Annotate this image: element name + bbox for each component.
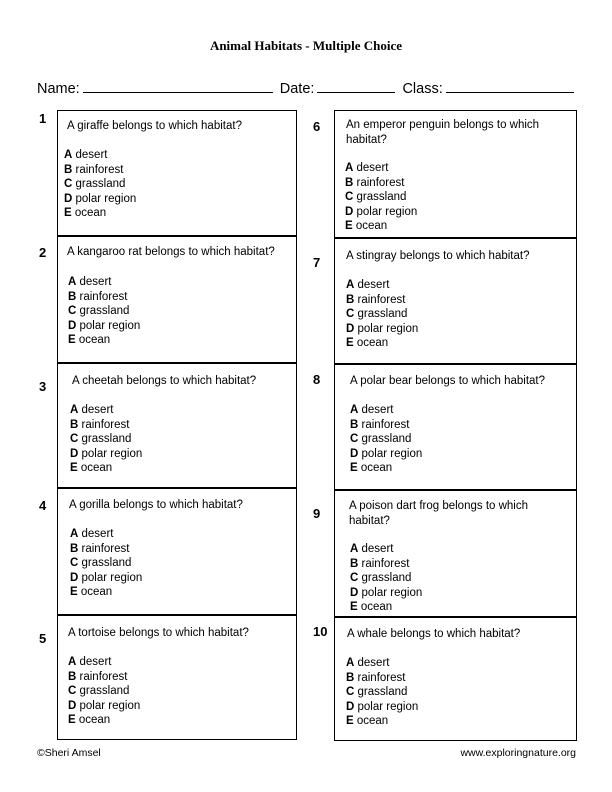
option-letter: A xyxy=(350,404,359,416)
option-letter: E xyxy=(70,462,78,474)
question-text: A giraffe belongs to which habitat? xyxy=(67,120,242,132)
option-label: polar region xyxy=(81,571,143,584)
question-number: 1 xyxy=(39,111,47,126)
option-letter: A xyxy=(70,528,79,540)
answer-option[interactable] xyxy=(345,190,417,205)
option-label: polar region xyxy=(357,700,419,713)
option-label: ocean xyxy=(78,334,111,346)
answer-option[interactable] xyxy=(350,571,422,586)
question-text: A cheetah belongs to which habitat? xyxy=(72,375,257,387)
answer-options xyxy=(350,542,422,615)
class-blank[interactable] xyxy=(446,79,574,93)
question-text: A kangaroo rat belongs to which habitat? xyxy=(67,246,275,258)
option-letter: D xyxy=(64,192,73,205)
option-letter: E xyxy=(68,334,76,346)
question-number: 9 xyxy=(313,506,321,521)
answer-option[interactable] xyxy=(70,527,142,542)
answer-option[interactable] xyxy=(68,684,140,699)
answer-option[interactable] xyxy=(345,176,417,191)
option-label: ocean xyxy=(360,462,393,474)
answer-option[interactable] xyxy=(70,556,142,571)
option-letter: E xyxy=(70,586,78,598)
option-letter: A xyxy=(346,657,355,669)
option-letter: A xyxy=(70,404,79,416)
option-label: grassland xyxy=(81,433,132,445)
option-label: polar region xyxy=(357,322,419,335)
option-letter: D xyxy=(350,447,359,460)
option-label: rainforest xyxy=(81,542,130,555)
option-label: rainforest xyxy=(79,670,128,683)
answer-option[interactable] xyxy=(70,461,142,476)
answer-options xyxy=(64,148,136,221)
answer-options xyxy=(68,275,140,348)
website-text: www.exploringnature.org xyxy=(460,747,576,759)
answer-option[interactable] xyxy=(70,571,142,586)
option-label: ocean xyxy=(355,220,388,232)
answer-option[interactable] xyxy=(345,205,417,220)
option-label: desert xyxy=(357,657,390,669)
option-letter: B xyxy=(64,163,73,176)
answer-option[interactable] xyxy=(70,542,142,557)
answer-option[interactable] xyxy=(346,685,418,700)
question-text: A tortoise belongs to which habitat? xyxy=(68,627,249,639)
option-letter: A xyxy=(68,276,77,288)
class-label: Class: xyxy=(402,81,443,97)
answer-option[interactable] xyxy=(350,432,422,447)
option-label: rainforest xyxy=(361,557,410,570)
option-label: polar region xyxy=(75,192,137,205)
option-label: grassland xyxy=(361,572,412,584)
answer-options xyxy=(70,403,142,476)
option-label: ocean xyxy=(78,714,111,726)
option-label: grassland xyxy=(79,305,130,317)
option-letter: E xyxy=(346,337,354,349)
option-letter: B xyxy=(350,557,359,570)
option-letter: A xyxy=(346,279,355,291)
option-letter: B xyxy=(68,290,77,303)
option-letter: C xyxy=(346,686,355,698)
answer-option[interactable] xyxy=(68,319,140,334)
option-letter: C xyxy=(68,685,77,697)
answer-option[interactable] xyxy=(68,333,140,348)
option-letter: E xyxy=(64,207,72,219)
option-letter: A xyxy=(68,656,77,668)
option-label: desert xyxy=(75,149,108,161)
answer-option[interactable] xyxy=(346,656,418,671)
name-blank[interactable] xyxy=(83,79,273,93)
option-label: desert xyxy=(361,543,394,555)
option-letter: C xyxy=(350,572,359,584)
option-letter: B xyxy=(346,671,355,684)
option-letter: A xyxy=(345,162,354,174)
option-label: ocean xyxy=(74,207,107,219)
question-number: 7 xyxy=(313,255,321,270)
answer-option[interactable] xyxy=(64,163,136,178)
option-letter: D xyxy=(345,205,354,218)
option-label: rainforest xyxy=(356,176,405,189)
option-label: ocean xyxy=(80,462,113,474)
answer-options xyxy=(350,403,422,476)
option-label: desert xyxy=(79,276,112,288)
option-letter: C xyxy=(350,433,359,445)
answer-option[interactable] xyxy=(70,585,142,600)
option-label: desert xyxy=(357,279,390,291)
option-label: polar region xyxy=(79,699,141,712)
option-letter: E xyxy=(350,462,358,474)
option-letter: C xyxy=(70,557,79,569)
answer-option[interactable] xyxy=(64,206,136,221)
answer-option[interactable] xyxy=(346,700,418,715)
option-letter: A xyxy=(64,149,73,161)
option-letter: B xyxy=(70,542,79,555)
option-label: grassland xyxy=(81,557,132,569)
option-label: rainforest xyxy=(75,163,124,176)
option-letter: D xyxy=(346,700,355,713)
answer-option[interactable] xyxy=(346,293,418,308)
answer-option[interactable] xyxy=(346,322,418,337)
option-label: grassland xyxy=(357,308,408,320)
question-text: A gorilla belongs to which habitat? xyxy=(69,499,243,511)
option-label: desert xyxy=(81,528,114,540)
answer-option[interactable] xyxy=(350,586,422,601)
option-label: polar region xyxy=(361,447,423,460)
option-letter: C xyxy=(70,433,79,445)
answer-option[interactable] xyxy=(68,713,140,728)
date-label: Date: xyxy=(279,81,315,97)
option-letter: C xyxy=(346,308,355,320)
option-letter: E xyxy=(346,715,354,727)
question-number: 5 xyxy=(39,631,47,646)
answer-option[interactable] xyxy=(70,447,142,462)
answer-option[interactable] xyxy=(68,699,140,714)
option-label: polar region xyxy=(361,586,423,599)
answer-option[interactable] xyxy=(350,418,422,433)
option-label: rainforest xyxy=(357,671,406,684)
answer-option[interactable] xyxy=(346,307,418,322)
answer-option[interactable] xyxy=(68,275,140,290)
date-blank[interactable] xyxy=(317,79,395,93)
answer-option[interactable] xyxy=(70,418,142,433)
question-number: 6 xyxy=(313,119,321,134)
answer-option[interactable] xyxy=(68,670,140,685)
answer-option[interactable] xyxy=(346,278,418,293)
answer-option[interactable] xyxy=(70,432,142,447)
option-label: rainforest xyxy=(79,290,128,303)
option-label: grassland xyxy=(357,686,408,698)
option-label: ocean xyxy=(356,715,389,727)
answer-option[interactable] xyxy=(68,655,140,670)
option-label: ocean xyxy=(356,337,389,349)
student-info-line xyxy=(37,79,577,97)
option-label: grassland xyxy=(361,433,412,445)
option-letter: B xyxy=(350,418,359,431)
option-letter: B xyxy=(70,418,79,431)
answer-option[interactable] xyxy=(64,192,136,207)
option-label: polar region xyxy=(81,447,143,460)
answer-option[interactable] xyxy=(68,290,140,305)
answer-option[interactable] xyxy=(346,336,418,351)
option-letter: B xyxy=(346,293,355,306)
option-label: grassland xyxy=(356,191,407,203)
option-letter: D xyxy=(350,586,359,599)
option-letter: D xyxy=(70,571,79,584)
option-letter: D xyxy=(346,322,355,335)
answer-option[interactable] xyxy=(70,403,142,418)
question-number: 2 xyxy=(39,245,47,260)
option-label: desert xyxy=(79,656,112,668)
option-label: ocean xyxy=(80,586,113,598)
question-text: An emperor penguin belongs to which habitat? xyxy=(346,119,540,146)
option-label: rainforest xyxy=(81,418,130,431)
option-label: polar region xyxy=(356,205,418,218)
answer-option[interactable] xyxy=(350,542,422,557)
answer-options xyxy=(346,656,418,729)
copyright-text: ©Sheri Amsel xyxy=(37,747,101,759)
answer-option[interactable] xyxy=(350,461,422,476)
option-letter: A xyxy=(350,543,359,555)
question-text: A polar bear belongs to which habitat? xyxy=(350,375,545,387)
option-letter: E xyxy=(350,601,358,613)
question-text: A poison dart frog belongs to which habitat? xyxy=(349,500,529,527)
question-text: A whale belongs to which habitat? xyxy=(347,628,521,640)
question-number: 4 xyxy=(39,498,47,513)
answer-option[interactable] xyxy=(68,304,140,319)
option-letter: D xyxy=(68,319,77,332)
answer-option[interactable] xyxy=(350,557,422,572)
answer-option[interactable] xyxy=(64,148,136,163)
answer-option[interactable] xyxy=(350,447,422,462)
question-text: A stingray belongs to which habitat? xyxy=(346,250,530,262)
answer-option[interactable] xyxy=(345,161,417,176)
option-label: desert xyxy=(81,404,114,416)
option-letter: C xyxy=(64,178,73,190)
answer-option[interactable] xyxy=(345,219,417,234)
option-label: grassland xyxy=(79,685,130,697)
option-label: rainforest xyxy=(361,418,410,431)
answer-options xyxy=(346,278,418,351)
option-label: polar region xyxy=(79,319,141,332)
option-label: ocean xyxy=(360,601,393,613)
answer-options xyxy=(70,527,142,600)
answer-option[interactable] xyxy=(350,403,422,418)
option-letter: E xyxy=(345,220,353,232)
question-number: 10 xyxy=(313,624,328,639)
name-label: Name: xyxy=(37,81,80,97)
option-letter: D xyxy=(70,447,79,460)
worksheet-title: Animal Habitats - Multiple Choice xyxy=(209,38,403,53)
option-letter: B xyxy=(345,176,354,189)
option-label: grassland xyxy=(75,178,126,190)
question-number: 3 xyxy=(39,379,47,394)
option-letter: B xyxy=(68,670,77,683)
answer-option[interactable] xyxy=(346,714,418,729)
option-label: desert xyxy=(356,162,389,174)
option-letter: E xyxy=(68,714,76,726)
answer-option[interactable] xyxy=(346,671,418,686)
option-letter: C xyxy=(68,305,77,317)
answer-options xyxy=(345,161,417,234)
option-label: desert xyxy=(361,404,394,416)
option-letter: C xyxy=(345,191,354,203)
answer-options xyxy=(68,655,140,728)
question-number: 8 xyxy=(313,372,321,387)
option-label: rainforest xyxy=(357,293,406,306)
answer-option[interactable] xyxy=(350,600,422,615)
option-letter: D xyxy=(68,699,77,712)
answer-option[interactable] xyxy=(64,177,136,192)
